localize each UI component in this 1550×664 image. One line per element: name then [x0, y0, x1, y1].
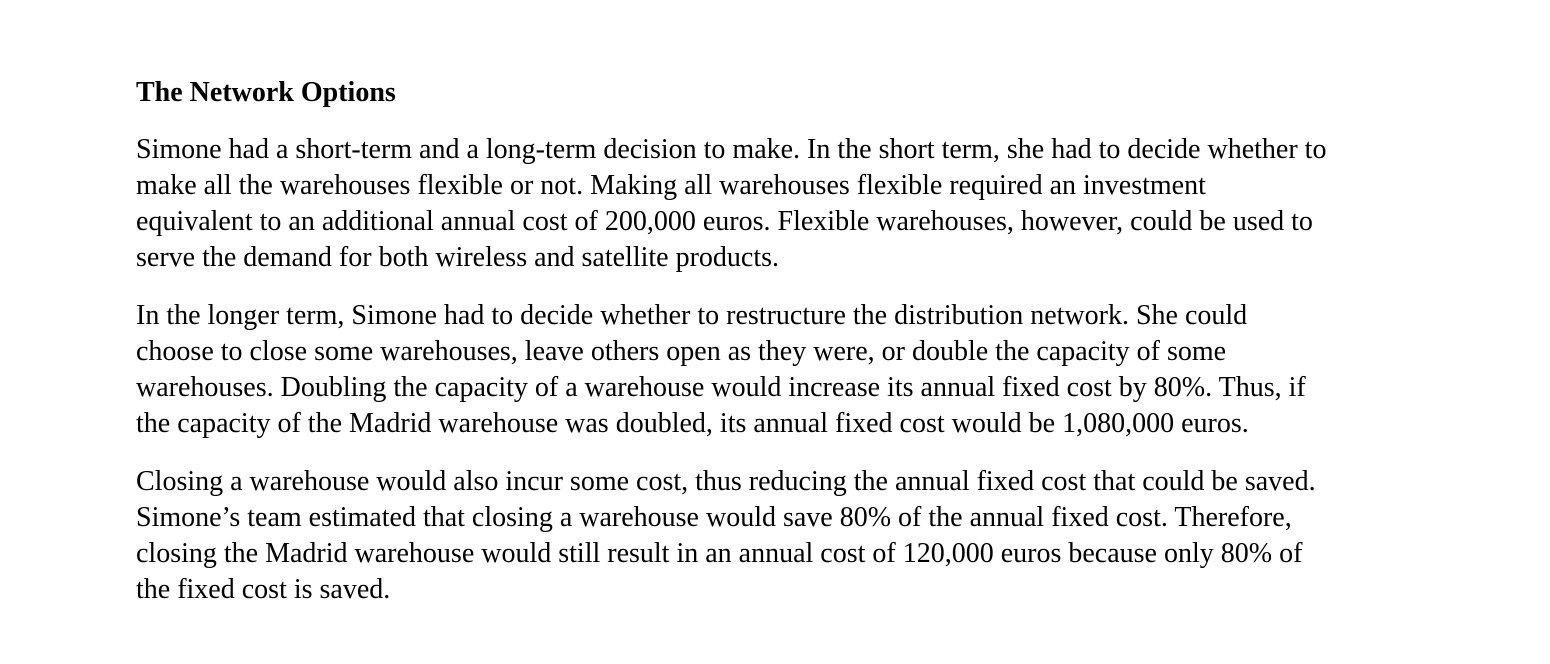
paragraph-line: Simone’s team estimated that closing a warehouse would save 80% of the annual fixed cost. Therefore, — [136, 502, 1292, 533]
paragraph-line: Simone had a short-term and a long-term decision to make. In the short term, she had to decide whether to — [136, 134, 1327, 165]
paragraph-line: the capacity of the Madrid warehouse was doubled, its annual fixed cost would be 1,080,000 euros. — [136, 408, 1249, 439]
paragraph-line: In the longer term, Simone had to decide whether to restructure the distribution network. She could — [136, 300, 1248, 331]
paragraph-line: closing the Madrid warehouse would still result in an annual cost of 120,000 euros because only 80% of — [136, 538, 1303, 569]
paragraph-line: serve the demand for both wireless and satellite products. — [136, 242, 780, 273]
section-heading: The Network Options — [136, 77, 396, 108]
document-body — [136, 74, 1401, 630]
paragraph-short-term — [136, 132, 1401, 276]
paragraph-line: the fixed cost is saved. — [136, 574, 391, 605]
paragraph-long-term — [136, 298, 1401, 442]
paragraph-line: choose to close some warehouses, leave others open as they were, or double the capacity of some — [136, 336, 1227, 367]
paragraph-closing-cost — [136, 464, 1401, 608]
paragraph-line: Closing a warehouse would also incur some cost, thus reducing the annual fixed cost that could be saved. — [136, 466, 1316, 497]
paragraph-line: warehouses. Doubling the capacity of a warehouse would increase its annual fixed cost by 80%. Thus, if — [136, 372, 1306, 403]
paragraph-line: equivalent to an additional annual cost of 200,000 euros. Flexible warehouses, however, could be used to — [136, 206, 1313, 237]
paragraph-line: make all the warehouses flexible or not. Making all warehouses flexible required an investment — [136, 170, 1206, 201]
